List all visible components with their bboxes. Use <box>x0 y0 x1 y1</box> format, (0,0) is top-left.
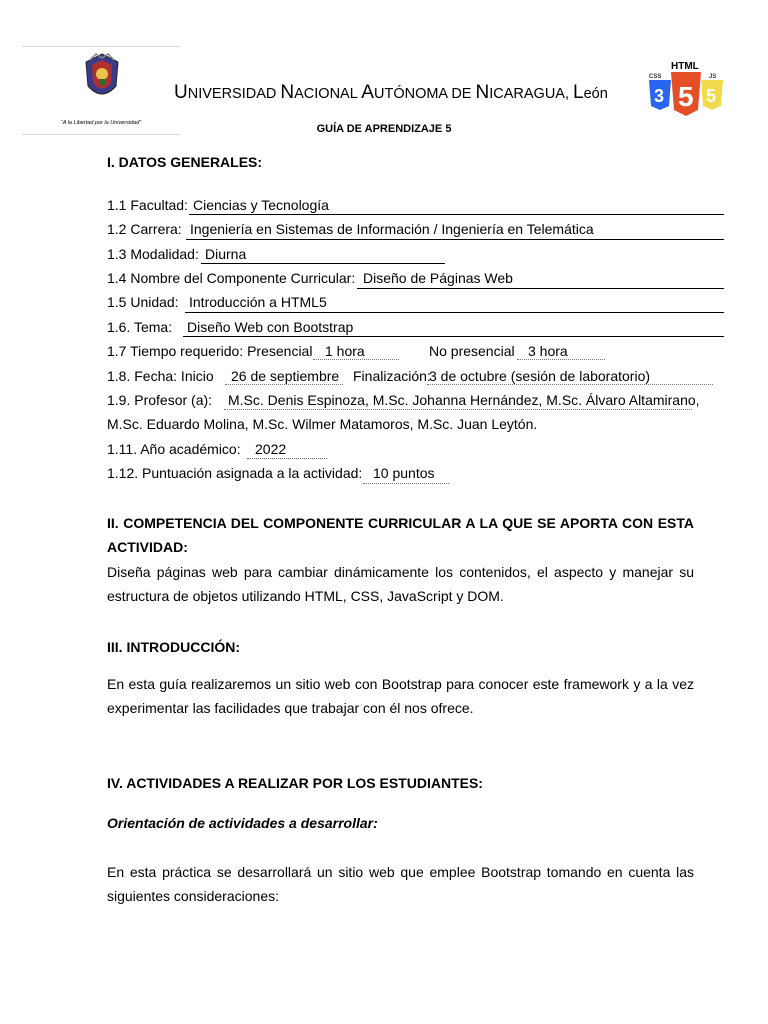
fecha-inicio-dots <box>225 384 343 385</box>
row-profesor-cont <box>107 416 724 438</box>
tema-value: Diseño Web con Bootstrap <box>187 319 354 335</box>
guide-title: GUÍA DE APRENDIZAJE 5 <box>316 123 452 135</box>
univ-cap-3: A <box>361 82 374 103</box>
svg-text:5: 5 <box>706 86 717 106</box>
section4-title: IV. ACTIVIDADES A REALIZAR POR LOS ESTUDIANTES: <box>107 775 483 791</box>
tiempo-no-presencial-dots <box>517 359 605 360</box>
section3-text-line2: experimentar las facilidades que trabajar con él nos ofrece. <box>107 700 474 716</box>
row-anio <box>107 441 724 463</box>
university-logo-block <box>22 46 180 135</box>
facultad-label: 1.1 Facultad: <box>107 197 188 213</box>
fecha-fin-dots <box>427 384 713 385</box>
fecha-inicio-value: 26 de septiembre <box>231 368 340 384</box>
tiempo-presencial-dots <box>313 359 399 360</box>
university-title <box>174 82 608 104</box>
facultad-value: Ciencias y Tecnología <box>193 197 329 213</box>
componente-value: Diseño de Páginas Web <box>363 270 513 286</box>
row-profesor <box>107 392 724 414</box>
logo-motto: “A la Libertad por la Universidad” <box>60 120 142 126</box>
univ-rest-4: ICARAGUA, <box>489 86 574 102</box>
section3-title: III. INTRODUCCIÓN: <box>107 639 240 655</box>
row-facultad <box>107 197 724 219</box>
row-tema <box>107 319 724 341</box>
section2-title-line2: ACTIVIDAD: <box>107 539 188 555</box>
tiempo-presencial-value: 1 hora <box>325 343 365 359</box>
section2-text-line1: Diseña páginas web para cambiar dinámicamente los contenidos, el aspecto y manejar su <box>107 564 694 580</box>
puntuacion-dots <box>363 483 449 484</box>
carrera-underline <box>186 239 724 240</box>
fecha-label: 1.8. Fecha: Inicio <box>107 368 214 384</box>
section3-text-line1: En esta guía realizaremos un sitio web con Bootstrap para conocer este framework y a la vez <box>107 676 694 692</box>
section2-title-line1: II. COMPETENCIA DEL COMPONENTE CURRICULAR A LA QUE SE APORTA CON ESTA <box>107 515 694 531</box>
section4-text-line1: En esta práctica se desarrollará un sitio web que emplee Bootstrap tomando en cuenta las <box>107 864 694 880</box>
tiempo-no-presencial-value: 3 hora <box>528 343 568 359</box>
section4-subtitle: Orientación de actividades a desarrollar: <box>107 815 378 831</box>
row-unidad <box>107 294 724 316</box>
componente-underline <box>357 288 724 289</box>
profesor-dots <box>224 409 692 410</box>
row-modalidad <box>107 246 724 268</box>
section1-title: I. DATOS GENERALES: <box>107 154 263 170</box>
html-css-js-logo-icon <box>647 58 725 118</box>
css-logo-text: CSS <box>649 74 662 80</box>
row-fecha <box>107 368 724 390</box>
carrera-value: Ingeniería en Sistemas de Información / Ingeniería en Telemática <box>190 221 594 237</box>
univ-rest-5: eón <box>583 86 608 102</box>
section2-title <box>107 511 694 559</box>
html-logo-text: HTML <box>671 61 699 72</box>
university-seal-icon <box>82 52 122 104</box>
anio-dots <box>247 458 327 459</box>
univ-rest-2: ACIONAL <box>294 86 362 102</box>
anio-label: 1.11. Año académico: <box>107 441 241 457</box>
univ-cap-5: L <box>573 82 584 103</box>
svg-text:3: 3 <box>654 86 665 106</box>
tema-underline <box>183 336 724 337</box>
tiempo-label: 1.7 Tiempo requerido: Presencial <box>107 343 313 359</box>
tiempo-no-presencial-label: No presencial <box>429 343 515 359</box>
univ-cap-2: N <box>280 82 295 103</box>
section2-text-line2: estructura de objetos utilizando HTML, CSS, JavaScript y DOM. <box>107 588 504 604</box>
section3-text <box>107 672 694 720</box>
section2-text <box>107 560 694 608</box>
unidad-label: 1.5 Unidad: <box>107 294 179 310</box>
profesor-line2: M.Sc. Eduardo Molina, M.Sc. Wilmer Matamoros, M.Sc. Juan Leytón. <box>107 416 538 432</box>
unidad-value: Introducción a HTML5 <box>189 294 327 310</box>
univ-cap-4: N <box>475 82 490 103</box>
profesor-label: 1.9. Profesor (a): <box>107 392 213 408</box>
section4-text-line2: siguientes consideraciones: <box>107 888 279 904</box>
univ-cap-1: U <box>174 82 188 103</box>
componente-label: 1.4 Nombre del Componente Curricular: <box>107 270 356 286</box>
univ-rest-1: NIVERSIDAD <box>187 86 281 102</box>
unidad-underline <box>185 312 724 313</box>
puntuacion-label: 1.12. Puntuación asignada a la actividad: <box>107 465 363 481</box>
svg-text:5: 5 <box>678 81 694 112</box>
section4-text <box>107 860 694 908</box>
facultad-underline <box>189 214 724 215</box>
row-componente <box>107 270 724 292</box>
fecha-fin-label: Finalización: <box>353 368 431 384</box>
js-logo-text: JS <box>709 74 717 80</box>
fecha-fin-value: 3 de octubre (sesión de laboratorio) <box>429 368 651 384</box>
modalidad-label: 1.3 Modalidad: <box>107 246 199 262</box>
carrera-label: 1.2 Carrera: <box>107 221 182 237</box>
modalidad-underline <box>201 263 445 264</box>
puntuacion-value: 10 puntos <box>373 465 435 481</box>
univ-rest-3: UTÓNOMA DE <box>373 86 476 102</box>
modalidad-value: Diurna <box>205 246 247 262</box>
profesor-line1: M.Sc. Denis Espinoza, M.Sc. Johanna Hernández, M.Sc. Álvaro Altamirano, <box>228 392 700 408</box>
tema-label: 1.6. Tema: <box>107 319 173 335</box>
row-tiempo <box>107 343 724 365</box>
row-puntuacion <box>107 465 724 487</box>
row-carrera <box>107 221 724 243</box>
anio-value: 2022 <box>255 441 287 457</box>
